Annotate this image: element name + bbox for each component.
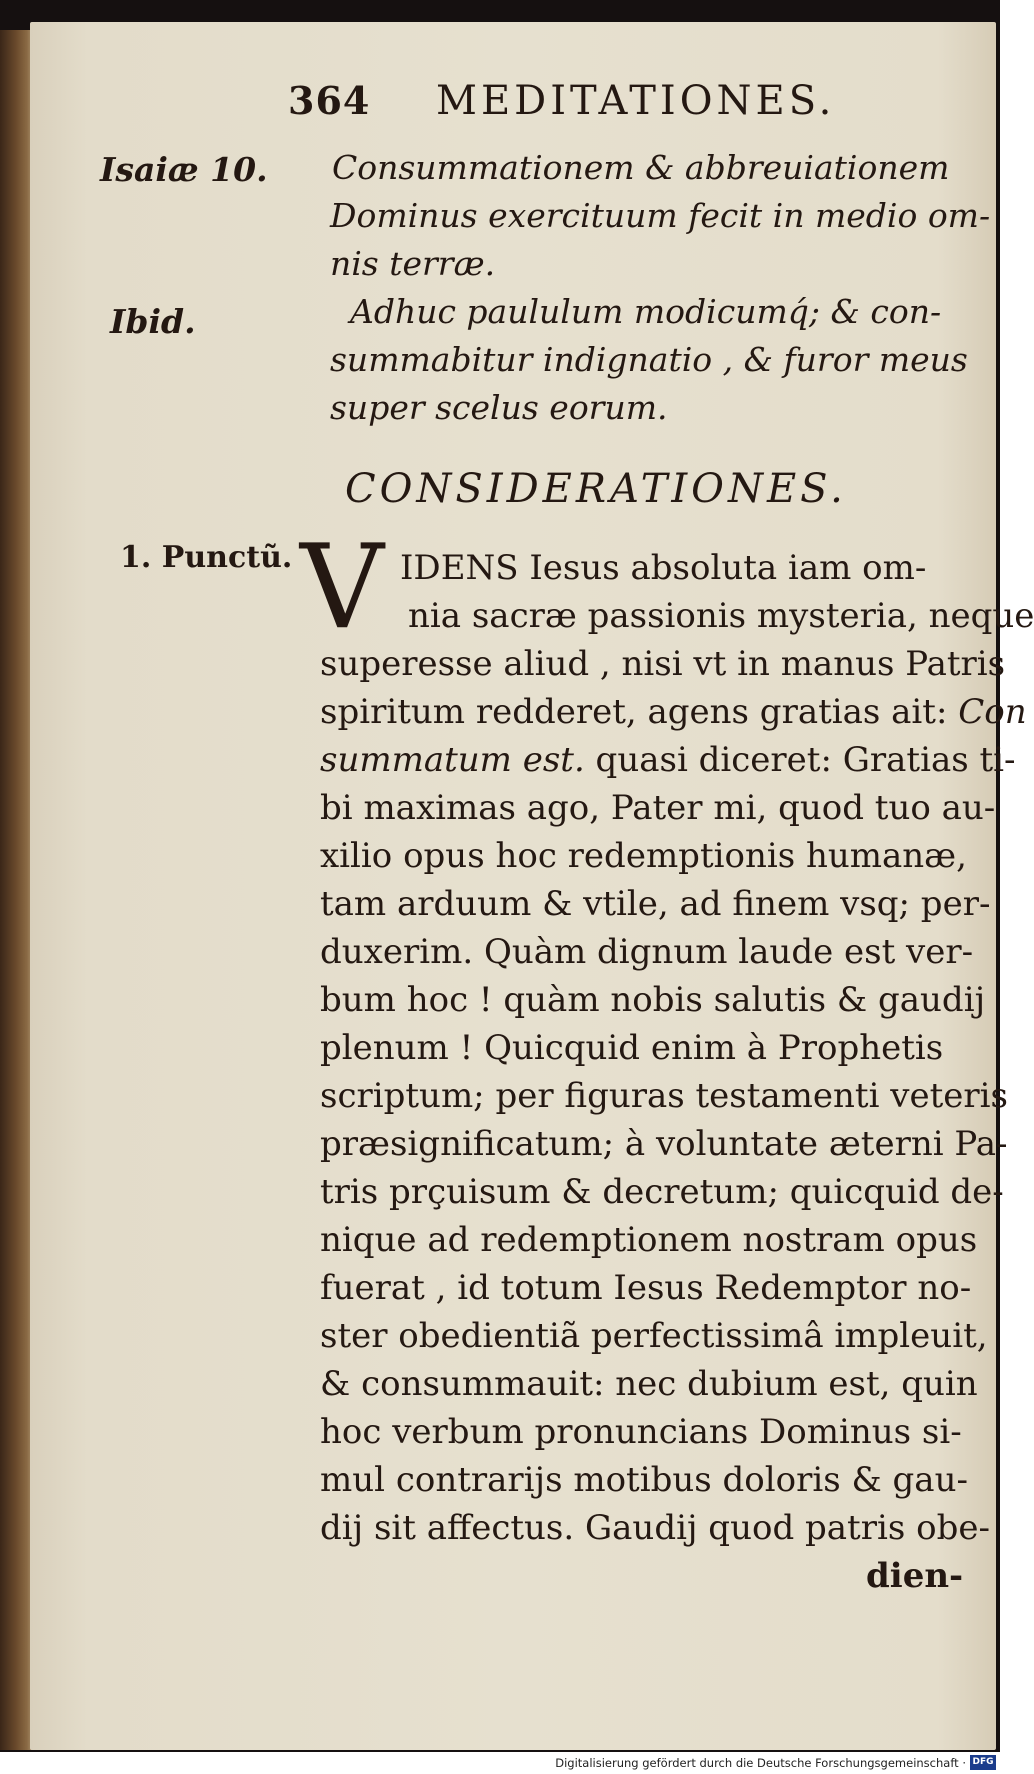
- body-line: tris prçuisum & decretum; quicquid de-: [320, 1172, 1004, 1212]
- margin-note-punctum: 1. Punctũ.: [120, 540, 293, 575]
- digitization-credit: Digitalisierung gefördert durch die Deutsche Forschungsgemeinschaft ·: [555, 1756, 966, 1770]
- body-line: tam arduum & vtile, ad finem vsq; per-: [320, 884, 991, 924]
- catchword: dien-: [866, 1556, 964, 1596]
- body-line: bum hoc ! quàm nobis salutis & gaudij: [320, 980, 986, 1020]
- body-line: præsignificatum; à voluntate æterni Pa-: [320, 1124, 1008, 1164]
- body-line: bi maximas ago, Pater mi, quod tuo au-: [320, 788, 996, 828]
- body-line: IDENS Iesus absoluta iam om-: [400, 548, 927, 588]
- quotation-line: summabitur indignatio , & furor meus: [330, 340, 968, 379]
- body-line: plenum ! Quicquid enim à Prophetis: [320, 1028, 944, 1068]
- body-line: ster obedientiã perfectissimâ impleuit,: [320, 1316, 988, 1356]
- dfg-logo: DFG: [970, 1755, 996, 1770]
- drop-cap-initial: V: [300, 520, 384, 655]
- margin-note-ibid: Ibid.: [110, 302, 196, 341]
- body-line: [320, 692, 1027, 732]
- body-line: fuerat , id totum Iesus Redemptor no-: [320, 1268, 972, 1308]
- body-italic-span: Con: [958, 692, 1027, 732]
- body-text-span: spiritum redderet, agens gratias ait:: [320, 692, 959, 732]
- quotation-line: super scelus eorum.: [330, 388, 668, 427]
- body-line: duxerim. Quàm dignum laude est ver-: [320, 932, 974, 972]
- running-head: [288, 78, 888, 128]
- body-line: hoc verbum pronuncians Dominus si-: [320, 1412, 962, 1452]
- body-line: xilio opus hoc redemptionis humanæ,: [320, 836, 967, 876]
- body-line: scriptum; per figuras testamenti veteris: [320, 1076, 1008, 1116]
- body-line: superesse aliud , nisi vt in manus Patris: [320, 644, 1006, 684]
- body-line: mul contrarijs motibus doloris & gau-: [320, 1460, 968, 1500]
- section-heading: CONSIDERATIONES.: [345, 466, 847, 512]
- body-text-span: quasi diceret: Gratias ti-: [584, 740, 1016, 780]
- body-line: nia sacræ passionis mysteria, neque: [408, 596, 1034, 636]
- body-line: nique ad redemptionem nostram opus: [320, 1220, 978, 1260]
- quotation-line: nis terræ.: [330, 244, 496, 283]
- quotation-line: Dominus exercituum fecit in medio om-: [330, 196, 991, 235]
- quotation-line: Consummationem & abbreuiationem: [332, 148, 950, 187]
- margin-note-isaiah: Isaiæ 10.: [100, 150, 268, 189]
- page-number: 364: [288, 78, 371, 123]
- running-title: MEDITATIONES.: [436, 78, 836, 124]
- body-line: & consummauit: nec dubium est, quin: [320, 1364, 978, 1404]
- body-line: dij sit affectus. Gaudij quod patris obe-: [320, 1508, 990, 1548]
- body-line: [320, 740, 1016, 780]
- body-italic-span: summatum est.: [320, 740, 585, 780]
- quotation-line: Adhuc paululum modicumq́; & con-: [350, 292, 942, 331]
